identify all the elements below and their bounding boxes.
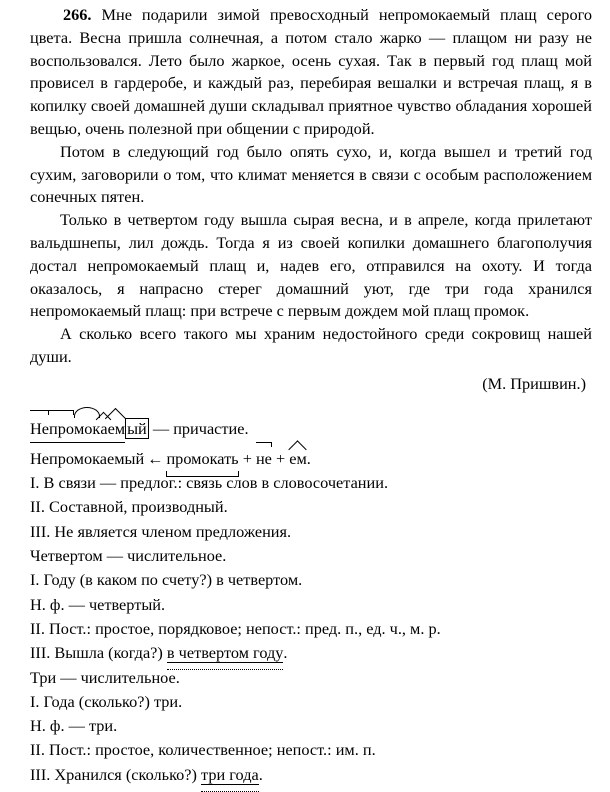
analysis-line-vyshla <box>30 641 592 665</box>
analysis-line-5: I. Году (в каком по счету?) в четвертом. <box>30 570 303 590</box>
derivation-arrow: ← <box>147 448 164 468</box>
analysis-line-9: I. Года (сколько?) три. <box>30 691 183 711</box>
adverbial-modifier-text: в четвертом году <box>166 643 284 663</box>
derivation-line <box>30 443 592 471</box>
morphemic-dash: — <box>152 418 170 438</box>
morpheme-suffix-1: а <box>100 417 107 441</box>
paragraph-1-text: Мне подарили зимой превосходный непромокаемый плащ серого цвета. Весна пришла солнечная, а потом стало жарко — плащом ни разу не воспользовался. Лето было жаркое, осень сухая. Так в первый год плащ мой провисел в гардеробе, и каждый раз, перебирая вешалки и встречая плащ, я в копилку своей домашней души складывал приятное чувство обладания хорошей вещью, очень полезной при общении с природой. <box>30 5 592 138</box>
analysis-line-vyshla-suffix: . <box>283 643 288 663</box>
morpheme-suffix-2: ем <box>108 417 126 441</box>
analysis-line-4: Четвертом — числительное. <box>30 546 227 566</box>
analysis-line-hranilsya-suffix: . <box>258 764 263 784</box>
analysis-block <box>0 396 610 787</box>
morphemic-part-of-speech: причастие. <box>173 418 249 438</box>
analysis-line-3: III. Не является членом предложения. <box>30 521 292 541</box>
derivation-suffix: ем <box>289 447 307 471</box>
adverbial-modifier-marked-phrase <box>167 641 284 665</box>
analysis-line-6: Н. ф. — четвертый. <box>30 594 166 614</box>
morphemic-diagram <box>30 406 149 443</box>
analysis-line-hranilsya <box>30 763 592 787</box>
derivation-word: Непромокаемый <box>30 448 145 468</box>
paragraph-3: Только в четвертом году вышла сырая весна, и в апреле, когда прилетают вальдшнепы, лил дождь. Тогда я из своей копилки домашнего благополучия достал непромокаемый плащ и, надев его, отправился на охоту. И тогда оказалось, я напрасно стерег домашний уют, где три года хранился непромокаемый плащ: при встрече с первым дождем мой плащ промок. <box>30 210 592 321</box>
analysis-line-hranilsya-prefix: III. Хранился (сколько?) <box>30 764 202 784</box>
analysis-line-10: Н. ф. — три. <box>30 716 118 736</box>
analysis-line-8: Три — числительное. <box>30 667 180 687</box>
derivation-prefix: не <box>256 447 272 471</box>
morpheme-prefix-2: про <box>49 417 74 441</box>
derivation-plus-2: + <box>275 448 286 468</box>
morpheme-prefix-1: Не <box>30 417 49 441</box>
adverbial-modifier-marked-phrase-2 <box>201 763 259 787</box>
morpheme-root: мок <box>74 417 100 441</box>
derivation-base: промокать <box>166 447 238 471</box>
author-attribution: (М. Пришвин.) <box>482 373 586 393</box>
derivation-period: . <box>306 448 311 468</box>
morphemic-analysis-line <box>30 406 592 443</box>
analysis-line-vyshla-prefix: III. Вышла (когда?) <box>30 643 167 663</box>
analysis-line-7: II. Пост.: простое, порядковое; непост.: пред. п., ед. ч., м. р. <box>30 618 441 638</box>
analysis-line-1: I. В связи — предлог.: связь слов в словосочетании. <box>30 473 389 493</box>
paragraph-2: Потом в следующий год было опять сухо, и, когда вышел и третий год сухим, заговорили о том, что климат меняется в связи с особым расположением сонечных пятен. <box>30 141 592 207</box>
paragraph-4: А сколько всего такого мы храним недостойного среди сокровищ нашей души. <box>30 324 592 366</box>
exercise-number: 266. <box>63 5 92 24</box>
adverbial-modifier-text-2: три года <box>201 764 259 784</box>
morpheme-ending: ый <box>127 418 147 438</box>
paragraph-1 <box>30 4 592 141</box>
derivation-plus-1: + <box>242 448 252 468</box>
analysis-line-2: II. Составной, производный. <box>30 497 228 517</box>
analysis-line-11: II. Пост.: простое, количественное; непост.: им. п. <box>30 740 376 760</box>
